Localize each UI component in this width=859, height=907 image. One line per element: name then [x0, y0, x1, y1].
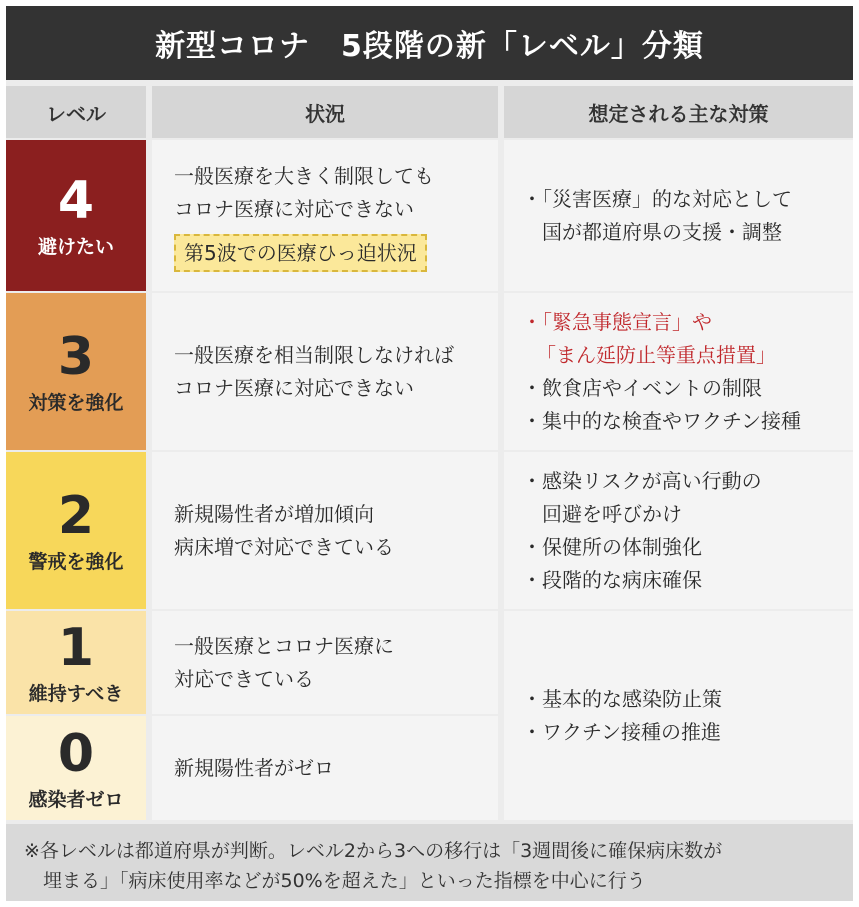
level-number: 2: [57, 486, 95, 546]
situation-line: コロナ医療に対応できない: [174, 196, 414, 221]
header-level: レベル: [6, 86, 146, 138]
measures-level-1-0: [504, 611, 853, 820]
page-title: 新型コロナ 5段階の新「レベル」分類: [155, 29, 704, 64]
measure-item: ・「災害医療」的な対応として: [522, 186, 792, 211]
level-4-cell: [6, 140, 146, 291]
situation-line: 一般医療とコロナ医療に: [174, 633, 394, 658]
measure-item: ・「緊急事態宣言」や: [522, 309, 712, 334]
measure-item-cont: 国が都道府県の支援・調整: [542, 219, 782, 244]
level-label: 感染者ゼロ: [28, 788, 124, 811]
situation-line: 一般医療を相当制限しなければ: [174, 342, 454, 367]
situation-level-3: [152, 293, 498, 450]
footnote-line: 埋まる」「病床使用率などが50%を超えた」といった指標を中心に行う: [24, 870, 646, 892]
level-2-cell: [6, 452, 146, 609]
measure-item-cont: 「まん延防止等重点措置」: [536, 342, 776, 367]
level-number: 3: [57, 327, 95, 387]
measure-item: ・集中的な検査やワクチン接種: [522, 408, 801, 433]
level-number: 0: [57, 723, 95, 784]
level-number: 1: [57, 618, 95, 678]
situation-line: 新規陽性者がゼロ: [174, 755, 334, 780]
level-0-cell: [6, 716, 146, 820]
header-measures: 想定される主な対策: [504, 86, 853, 138]
measure-item: ・感染リスクが高い行動の: [522, 468, 762, 493]
situation-line: 病床増で対応できている: [174, 534, 394, 559]
level-label: 避けたい: [37, 236, 114, 258]
level-label: 警戒を強化: [28, 551, 124, 573]
level-label: 維持すべき: [28, 683, 124, 705]
footnote-line: ※各レベルは都道府県が判断。レベル2から3への移行は「3週間後に確保病床数が: [24, 840, 723, 862]
situation-line: 一般医療を大きく制限しても: [174, 163, 434, 188]
measures-level-3: [504, 293, 853, 450]
measure-item: ・飲食店やイベントの制限: [522, 375, 762, 400]
measure-item: ・保健所の体制強化: [522, 534, 702, 559]
situation-line: コロナ医療に対応できない: [174, 375, 414, 400]
measure-item: ・ワクチン接種の推進: [522, 719, 721, 744]
measure-item-cont: 回避を呼びかけ: [542, 501, 682, 526]
level-3-cell: [6, 293, 146, 450]
situation-line: 新規陽性者が増加傾向: [174, 501, 374, 526]
footnote: [6, 824, 853, 901]
measure-item: ・基本的な感染防止策: [522, 686, 722, 711]
situation-level-4: [152, 140, 498, 291]
measure-item: ・段階的な病床確保: [522, 567, 702, 592]
header-situation: 状況: [152, 86, 498, 138]
level-number: 4: [57, 171, 95, 231]
level-label: 対策を強化: [28, 392, 124, 414]
situation-line: 対応できている: [174, 666, 314, 691]
situation-level-1: [152, 611, 498, 714]
measures-level-4: [504, 140, 853, 291]
situation-note: 第5波での医療ひっ迫状況: [174, 234, 427, 272]
measures-level-2: [504, 452, 853, 609]
situation-level-0: [152, 716, 498, 820]
infographic: [6, 6, 853, 901]
title-bar: [6, 6, 853, 80]
level-1-cell: [6, 611, 146, 714]
situation-level-2: [152, 452, 498, 609]
